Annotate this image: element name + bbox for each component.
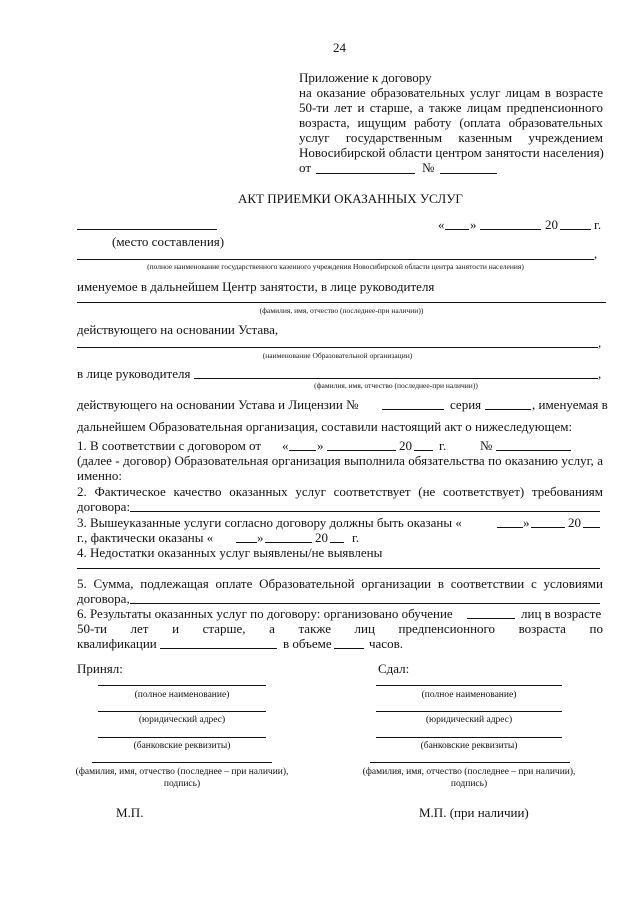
item5-blank <box>130 603 600 604</box>
comma: , <box>598 335 602 350</box>
item1-open-quote: « <box>282 438 289 453</box>
item6-line2: 50-ти лет и старше, а также лиц предпенсионного возраста по <box>77 621 603 636</box>
item1-text: 1. В соответствии с договором от <box>77 438 262 453</box>
item1-g: г. <box>439 438 447 453</box>
item6-line3b: в объеме <box>283 636 332 651</box>
rep-fio-caption: (фамилия, имя, отчество (последнее-при наличии)) <box>314 381 478 390</box>
item1-close-quote: » <box>317 438 324 453</box>
annex-title: Приложение к договору <box>299 70 432 85</box>
item3-line2b: » <box>257 530 264 545</box>
comma: , <box>598 366 602 381</box>
signature-left-caption: (полное наименование) <box>134 690 230 700</box>
item6-line1a: 6. Результаты оказанных услуг по договору: организовано обучение <box>77 606 453 621</box>
org-caption: (наименование Образовательной организации) <box>262 351 413 360</box>
item1-month-blank <box>327 450 396 451</box>
concluded-line: дальнейшем Образовательная организация, составили настоящий акт о нижеследующем: <box>77 419 573 434</box>
annex-from-label: от <box>299 160 312 175</box>
item2-line2: договора: <box>77 499 131 514</box>
item5-line2: договора, <box>77 591 130 606</box>
signature-right-caption: (фамилия, имя, отчество (последнее – при наличии), <box>362 767 576 777</box>
signature-left-address-line <box>98 711 266 712</box>
signature-left-bank-line <box>98 737 266 738</box>
license-series-blank <box>485 409 531 410</box>
item1-year: 20 <box>399 438 412 453</box>
item1-line3: именно: <box>77 468 122 483</box>
date-open-quote: « <box>438 217 445 232</box>
item5-line1: 5. Сумма, подлежащая оплате Образовательной организации в соответствии с условиями <box>77 576 603 591</box>
item1-line2: (далее - договор) Образовательная организация выполнила обязательства по оказанию услуг, а <box>77 453 603 468</box>
item3-line2c: 20 <box>315 530 328 545</box>
annex-line: 50-ти лет и старше, а также лицам предпенсионного <box>299 100 603 115</box>
rep-fio-blank <box>194 378 598 379</box>
signature-left-caption: подпись) <box>163 779 201 789</box>
place-caption: (место составления) <box>112 234 225 249</box>
signature-left-heading: Принял: <box>77 661 123 676</box>
license-number-blank <box>382 409 444 410</box>
org-name-blank <box>77 347 598 348</box>
doc-title: АКТ ПРИЕМКИ ОКАЗАННЫХ УСЛУГ <box>238 191 463 206</box>
date-year-prefix: 20 <box>545 217 558 232</box>
signature-left-caption: (банковские реквизиты) <box>133 741 231 751</box>
signature-left-name-line <box>98 685 266 686</box>
item4: 4. Недостатки оказанных услуг выявлены/не выявлены <box>77 545 383 560</box>
date-year-suffix: г. <box>594 217 602 232</box>
signature-right-heading: Сдал: <box>378 661 410 676</box>
item6-line3a: квалификации <box>77 636 157 651</box>
annex-line: услуг государственным казенным учреждением <box>299 130 603 145</box>
license-part1: действующего на основании Устава и Лицензии № <box>77 397 359 412</box>
item6-line3c: часов. <box>369 636 403 651</box>
item3-day-blank <box>497 527 523 528</box>
signature-right-caption: (юридический адрес) <box>425 715 513 725</box>
item3-month-blank <box>531 527 565 528</box>
item2-blank <box>130 511 600 512</box>
item6-qualification-blank <box>160 648 277 649</box>
item3-year: 20 <box>568 515 581 530</box>
acting-line: действующего на основании Устава, <box>77 322 279 337</box>
signature-right-caption: подпись) <box>450 779 488 789</box>
item4-blank <box>77 568 600 569</box>
annex-line: возраста, ищущим работу (оплата образовательных <box>299 115 603 130</box>
date-year-blank <box>560 229 591 230</box>
signature-left-caption: (фамилия, имя, отчество (последнее – при наличии), <box>75 767 289 777</box>
date-close-quote: » <box>470 217 477 232</box>
item1-year-blank <box>414 450 433 451</box>
head-fio-blank <box>77 302 606 303</box>
place-blank <box>77 229 217 230</box>
item1-no: № <box>480 438 493 453</box>
annex-line: на оказание образовательных услуг лицам в возрасте <box>299 85 603 100</box>
signature-right-bank-line <box>376 737 562 738</box>
annex-number-sign: № <box>422 160 435 175</box>
page-number: 24 <box>333 40 346 55</box>
signature-right-stamp: М.П. (при наличии) <box>419 805 529 820</box>
item3-actual-year-blank <box>330 542 344 543</box>
item3-line1: 3. Вышеуказанные услуги согласно договору должны быть оказаны « <box>77 515 462 530</box>
signature-right-caption: (полное наименование) <box>421 690 517 700</box>
annex-date-blank <box>316 173 415 174</box>
date-month-blank <box>480 229 541 230</box>
item1-number-blank <box>496 450 571 451</box>
annex-line: Новосибирской области центром занятости населения) <box>299 145 604 160</box>
signature-right-name-line <box>376 685 562 686</box>
signature-left-fio-line <box>92 762 272 763</box>
signature-right-fio-line <box>370 762 570 763</box>
item6-hours-blank <box>334 648 364 649</box>
item3-close-quote: » <box>523 515 530 530</box>
item6-count-blank <box>467 618 515 619</box>
item2-line1: 2. Фактическое качество оказанных услуг соответствует (не соответствует) требованиям <box>77 484 603 499</box>
date-day-blank <box>445 229 469 230</box>
item3-actual-day-blank <box>236 542 257 543</box>
signature-right-caption: (банковские реквизиты) <box>420 741 518 751</box>
item3-year-blank <box>583 527 600 528</box>
license-part2: серия <box>450 397 482 412</box>
intro-line: именуемое в дальнейшем Центр занятости, в лице руководителя <box>77 279 435 294</box>
item6-line1b: лиц в возрасте <box>521 606 602 621</box>
license-part3: , именуемая в <box>532 397 608 412</box>
signature-left-caption: (юридический адрес) <box>138 715 226 725</box>
rep-label: в лице руководителя <box>77 366 191 381</box>
center-name-blank <box>77 259 594 260</box>
item1-day-blank <box>289 450 316 451</box>
item3-line2a: г., фактически оказаны « <box>77 530 214 545</box>
item3-line2d: г. <box>352 530 360 545</box>
item3-actual-month-blank <box>265 542 312 543</box>
comma: , <box>594 246 598 261</box>
center-caption: (полное наименование государственного казенного учреждения Новосибирской области центра занятости населения) <box>147 262 524 271</box>
fio-caption: (фамилия, имя, отчество (последнее-при наличии)) <box>259 306 424 315</box>
annex-number-blank <box>440 173 497 174</box>
signature-right-address-line <box>376 711 562 712</box>
signature-left-stamp: М.П. <box>116 805 144 820</box>
